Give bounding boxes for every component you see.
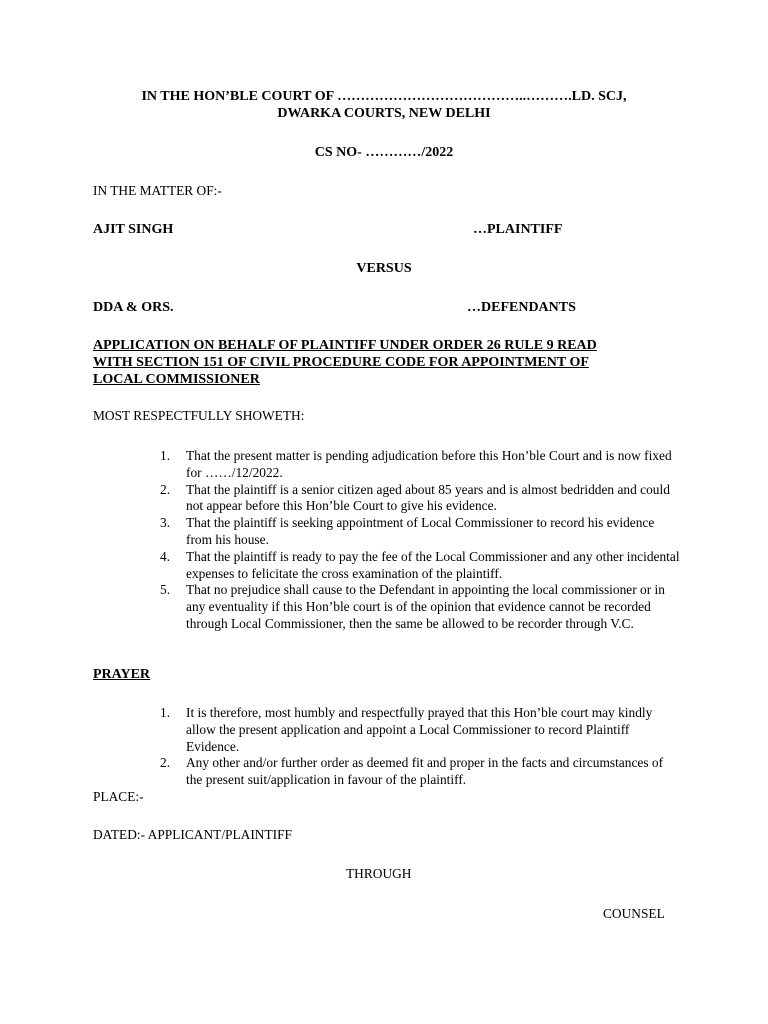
- list-number: 2.: [160, 481, 171, 497]
- application-title-line3: LOCAL COMMISSIONER: [93, 372, 260, 387]
- matter-intro: IN THE MATTER OF:-: [93, 183, 222, 198]
- application-title-line1: APPLICATION ON BEHALF OF PLAINTIFF UNDER ORDER 26 RULE 9 READ: [93, 338, 597, 353]
- dated-label: DATED:- APPLICANT/PLAINTIFF: [93, 827, 293, 842]
- list-text: Any other and/or further order as deemed fit and proper in the facts and circumstances of the present suit/application in favour of the plaintiff.: [186, 755, 664, 788]
- showeth-label: MOST RESPECTFULLY SHOWETH:: [93, 408, 305, 423]
- plaintiff-role: …PLAINTIFF: [473, 222, 563, 237]
- defendant-role: …DEFENDANTS: [467, 300, 576, 315]
- versus-label: VERSUS: [356, 261, 412, 276]
- list-text: That the plaintiff is a senior citizen aged about 85 years and is almost bedridden and could not appear before this Hon’ble Court to give his evidence.: [186, 481, 670, 514]
- list-item: [160, 448, 680, 482]
- list-item: [160, 482, 680, 516]
- plaintiff-name: AJIT SINGH: [93, 222, 174, 237]
- points-list: [160, 448, 680, 633]
- case-number: CS NO- …………/2022: [314, 145, 454, 160]
- list-number: 1.: [160, 448, 171, 463]
- list-number: 4.: [160, 548, 171, 564]
- list-number: 1.: [160, 705, 171, 720]
- through-label: THROUGH: [346, 866, 412, 881]
- court-heading-line1: IN THE HON’BLE COURT OF …………………………………..……….LD. SCJ,: [141, 89, 627, 104]
- list-text: It is therefore, most humbly and respectfully prayed that this Hon’ble court may kindly allow the present application and appoint a Local Commissioner to record Plaintiff Evidence.: [186, 705, 653, 754]
- list-text: That the present matter is pending adjudication before this Hon’ble Court and is now fixed for ……/12/2022.: [186, 448, 672, 480]
- application-title-line2: WITH SECTION 151 OF CIVIL PROCEDURE CODE FOR APPOINTMENT OF: [93, 355, 589, 370]
- list-item: [160, 515, 680, 549]
- defendant-name: DDA & ORS.: [93, 300, 174, 315]
- list-text: That the plaintiff is seeking appointment of Local Commissioner to record his evidence from his house.: [186, 515, 655, 547]
- list-number: 5.: [160, 582, 171, 598]
- counsel-label: COUNSEL: [603, 906, 665, 921]
- list-number: 2.: [160, 755, 171, 771]
- list-item: [160, 705, 680, 755]
- list-number: 3.: [160, 515, 171, 531]
- court-heading-line2: DWARKA COURTS, NEW DELHI: [277, 106, 491, 121]
- list-text: That no prejudice shall cause to the Defendant in appointing the local commissioner or in any eventuality if this Hon’ble court is of the opinion that evidence cannot be recorded through Local Commissioner, then the same be allowed to be recorder through V.C.: [186, 582, 665, 631]
- list-item: [160, 755, 680, 789]
- place-label: PLACE:-: [93, 789, 144, 804]
- list-item: [160, 549, 680, 583]
- prayer-heading: PRAYER: [93, 667, 151, 682]
- prayer-list: [160, 705, 680, 789]
- list-item: [160, 582, 680, 632]
- list-text: That the plaintiff is ready to pay the fee of the Local Commissioner and any other incidental expenses to felicitate the cross examination of the plaintiff.: [186, 548, 680, 581]
